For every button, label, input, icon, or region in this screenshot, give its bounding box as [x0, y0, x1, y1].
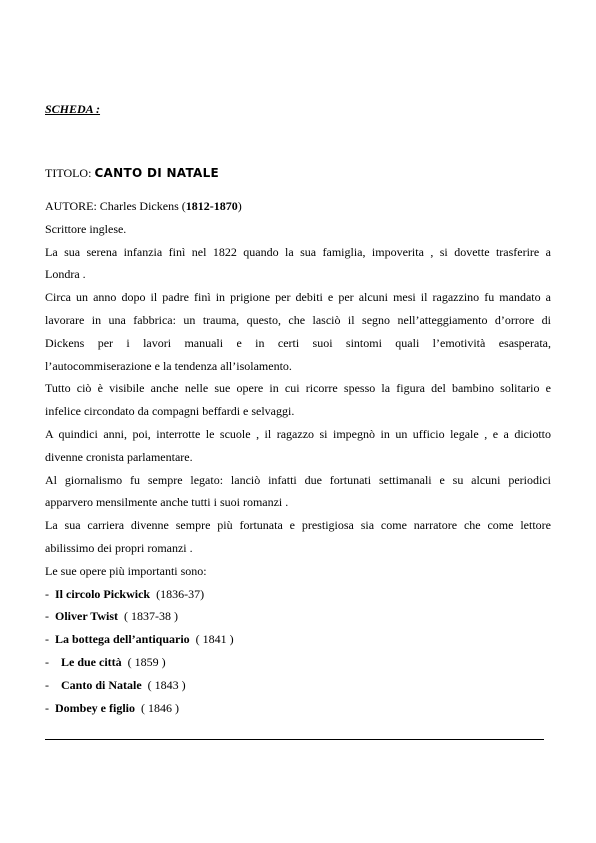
author-years-close: )	[237, 199, 242, 213]
list-item	[45, 674, 551, 697]
paragraph-3-line-2: lavorare in una fabbrica: un trauma, questo, che lasciò il segno nell’atteggiamento d’orrore di	[45, 312, 551, 327]
work-date: ( 1841 )	[189, 632, 234, 647]
paragraph-5-line-1: A quindici anni, poi, interrotte le scuole , il ragazzo si impegnò in un ufficio legale , e a diciotto	[45, 426, 551, 441]
work-title: Oliver Twist	[55, 609, 118, 624]
list-item	[45, 605, 551, 628]
paragraph-3-line-1: Circa un anno dopo il padre finì in prigione per debiti e per alcuni mesi il ragazzino fu mandato a	[45, 290, 551, 305]
work-title: Dombey e figlio	[55, 700, 135, 715]
paragraph-4-line-2: infelice circondato da compagni beffardi e selvaggi.	[45, 404, 295, 419]
work-title: Il circolo Pickwick	[55, 586, 151, 601]
work-date: ( 1859 )	[121, 654, 166, 669]
work-date: (1836-37)	[150, 586, 205, 601]
paragraph-3-line-3: Dickens per i lavori manuali e in certi suoi sintomi quali l’emotività esasperata,	[45, 335, 551, 350]
document-body	[45, 195, 551, 719]
paragraph-5-line-2: divenne cronista parlamentare.	[45, 449, 193, 464]
author-line	[45, 195, 551, 218]
work-title: Canto di Natale	[61, 677, 142, 692]
list-bullet: -	[45, 654, 61, 669]
paragraph-6-line-1: Al giornalismo fu sempre legato: lanciò infatti due fortunati settimanali e su alcuni periodici	[45, 472, 551, 487]
title-line	[45, 166, 219, 181]
list-item	[45, 697, 551, 720]
work-title: Le due città	[61, 654, 122, 669]
work-date: ( 1843 )	[141, 677, 186, 692]
list-item	[45, 583, 551, 606]
paragraph-6-line-2: apparvero mensilmente anche tutti i suoi romanzi .	[45, 495, 289, 510]
title-label: TITOLO:	[45, 166, 95, 180]
paragraph-1: Scrittore inglese.	[45, 221, 127, 236]
horizontal-rule	[45, 739, 544, 740]
list-bullet: -	[45, 700, 55, 715]
author-years: 1812-1870	[185, 199, 238, 213]
paragraph-7-line-2: abilissimo dei propri romanzi .	[45, 540, 193, 555]
work-title: La bottega dell’antiquario	[55, 632, 190, 647]
author-label: AUTORE: Charles Dickens	[45, 199, 179, 213]
paragraph-2-line-1: La sua serena infanzia finì nel 1822 quando la sua famiglia, impoverita , si dovette trasferire a	[45, 244, 551, 259]
paragraph-4-line-1: Tutto ciò è visibile anche nelle sue opere in cui ricorre spesso la figura del bambino solitario e	[45, 381, 551, 396]
paragraph-8: Le sue opere più importanti sono:	[45, 563, 207, 578]
list-bullet: -	[45, 586, 55, 601]
document-heading: SCHEDA :	[45, 102, 101, 116]
paragraph-2-line-2: Londra .	[45, 267, 86, 282]
author-years-open: (	[181, 199, 186, 213]
list-item	[45, 628, 551, 651]
title-value: CANTO DI NATALE	[94, 166, 220, 180]
list-bullet: -	[45, 632, 55, 647]
paragraph-3-line-4: l’autocommiserazione e la tendenza all’isolamento.	[45, 358, 292, 373]
work-date: ( 1846 )	[135, 700, 179, 715]
list-bullet: -	[45, 609, 55, 624]
list-bullet: -	[45, 677, 61, 692]
paragraph-7-line-1: La sua carriera divenne sempre più fortunata e prestigiosa sia come narratore che come lettore	[45, 518, 551, 533]
list-item	[45, 651, 551, 674]
work-date: ( 1837-38 )	[118, 609, 178, 624]
